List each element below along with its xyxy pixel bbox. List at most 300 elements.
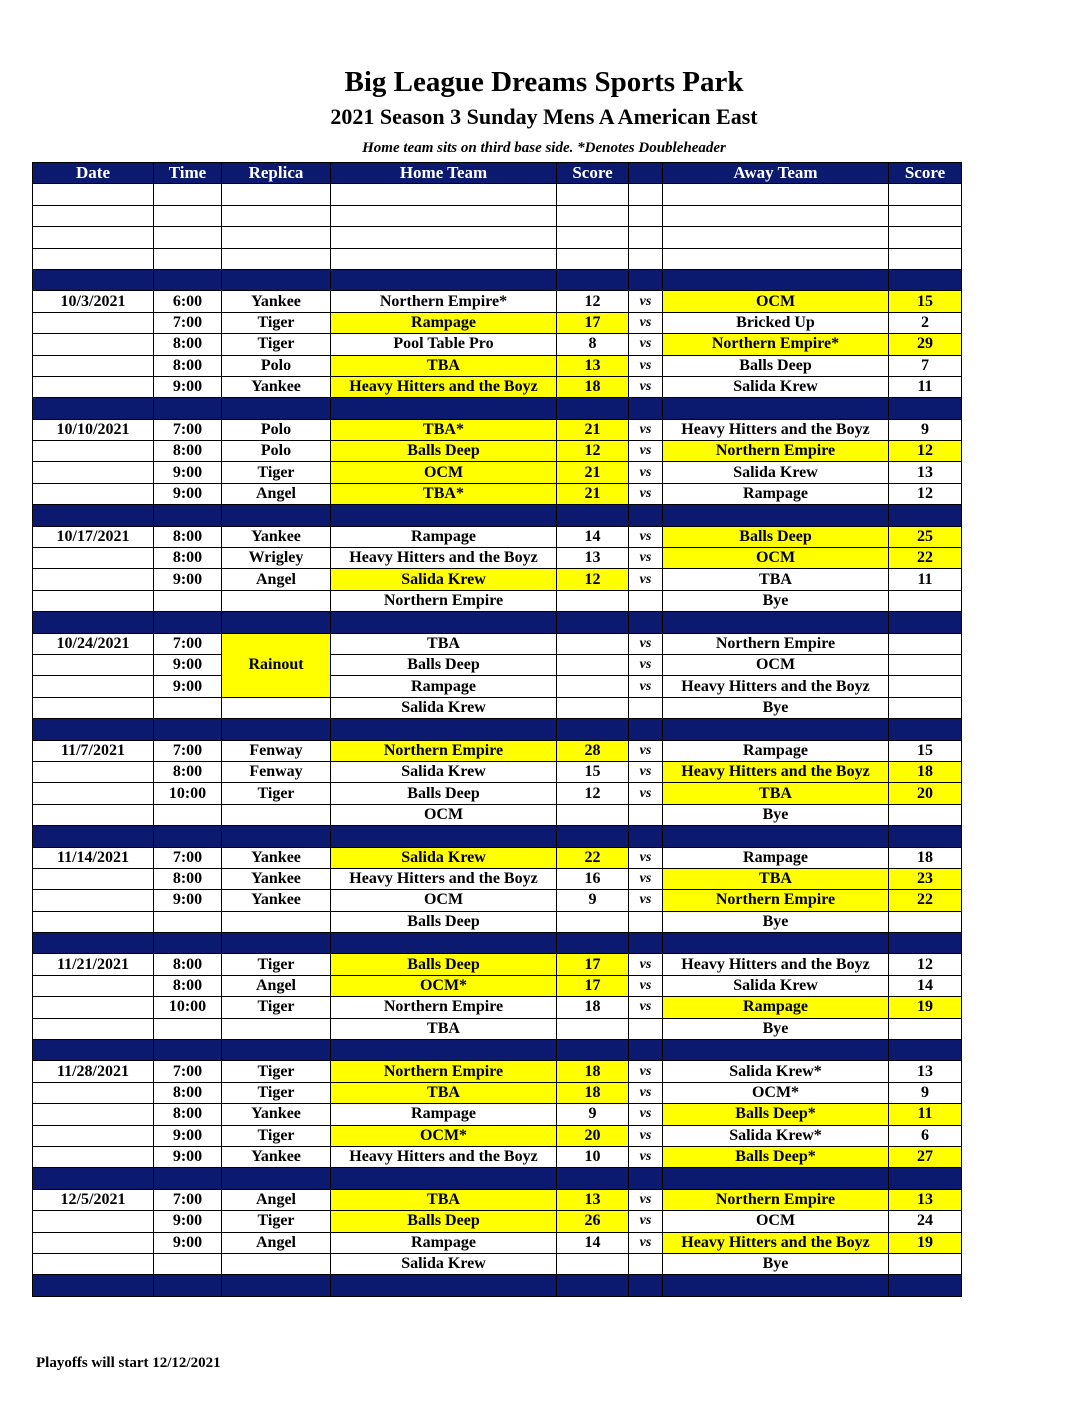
separator-cell xyxy=(557,1275,629,1296)
away-score-cell: 12 xyxy=(889,441,962,462)
home-score-cell: 9 xyxy=(557,1104,629,1125)
separator-cell xyxy=(154,933,222,954)
separator-cell xyxy=(629,1168,663,1189)
away-score-cell: 13 xyxy=(889,1061,962,1082)
separator-cell xyxy=(663,933,889,954)
date-cell xyxy=(33,1104,154,1125)
week-separator-row xyxy=(33,612,962,633)
home-team-cell: Balls Deep xyxy=(331,911,557,932)
separator-cell xyxy=(33,826,154,847)
vs-cell: vs xyxy=(629,1211,663,1232)
time-cell: 7:00 xyxy=(154,312,222,333)
home-score-cell: 18 xyxy=(557,376,629,397)
schedule-body xyxy=(33,184,962,1296)
home-score-cell: 12 xyxy=(557,569,629,590)
away-team-cell: Heavy Hitters and the Boyz xyxy=(663,761,889,782)
col-header-home-team: Home Team xyxy=(331,163,557,184)
blank-cell xyxy=(889,227,962,248)
separator-cell xyxy=(33,1168,154,1189)
away-team-cell: Salida Krew xyxy=(663,376,889,397)
separator-cell xyxy=(154,1275,222,1296)
away-team-cell: Bye xyxy=(663,697,889,718)
game-row xyxy=(33,1104,962,1125)
away-team-cell: Balls Deep* xyxy=(663,1146,889,1167)
separator-cell xyxy=(154,398,222,419)
bye-row xyxy=(33,1253,962,1274)
time-cell: 8:00 xyxy=(154,761,222,782)
away-score-cell: 13 xyxy=(889,1189,962,1210)
vs-cell: vs xyxy=(629,1082,663,1103)
separator-cell xyxy=(154,1168,222,1189)
home-score-cell: 26 xyxy=(557,1211,629,1232)
home-team-cell: Balls Deep xyxy=(331,783,557,804)
home-team-cell: OCM* xyxy=(331,1125,557,1146)
time-cell: 7:00 xyxy=(154,633,222,654)
time-cell: 9:00 xyxy=(154,483,222,504)
separator-cell xyxy=(663,1168,889,1189)
separator-cell xyxy=(889,719,962,740)
home-team-cell: Balls Deep xyxy=(331,441,557,462)
game-row xyxy=(33,1146,962,1167)
separator-cell xyxy=(331,719,557,740)
blank-cell xyxy=(33,205,154,226)
date-cell: 10/24/2021 xyxy=(33,633,154,654)
away-team-cell: OCM xyxy=(663,548,889,569)
date-cell xyxy=(33,997,154,1018)
vs-cell: vs xyxy=(629,740,663,761)
date-cell: 11/28/2021 xyxy=(33,1061,154,1082)
separator-cell xyxy=(154,719,222,740)
game-row xyxy=(33,740,962,761)
home-team-cell: Heavy Hitters and the Boyz xyxy=(331,548,557,569)
blank-cell xyxy=(331,205,557,226)
away-team-cell: Heavy Hitters and the Boyz xyxy=(663,1232,889,1253)
date-cell xyxy=(33,783,154,804)
date-cell xyxy=(33,868,154,889)
home-score-cell: 12 xyxy=(557,291,629,312)
week-separator-row xyxy=(33,826,962,847)
away-team-cell: Bricked Up xyxy=(663,312,889,333)
separator-cell xyxy=(663,826,889,847)
separator-cell xyxy=(33,1040,154,1061)
separator-cell xyxy=(331,933,557,954)
date-cell xyxy=(33,1211,154,1232)
time-cell xyxy=(154,590,222,611)
away-score-cell: 9 xyxy=(889,419,962,440)
replica-cell: Angel xyxy=(222,1189,331,1210)
vs-cell: vs xyxy=(629,868,663,889)
time-cell: 9:00 xyxy=(154,1125,222,1146)
home-team-cell: TBA xyxy=(331,355,557,376)
home-score-cell xyxy=(557,676,629,697)
away-team-cell: Bye xyxy=(663,1253,889,1274)
game-row xyxy=(33,526,962,547)
home-score-cell xyxy=(557,590,629,611)
date-cell xyxy=(33,1082,154,1103)
col-header-replica: Replica xyxy=(222,163,331,184)
week-separator-row xyxy=(33,933,962,954)
date-cell xyxy=(33,590,154,611)
vs-cell xyxy=(629,1018,663,1039)
blank-row xyxy=(33,248,962,269)
away-score-cell: 25 xyxy=(889,526,962,547)
time-cell: 9:00 xyxy=(154,1211,222,1232)
vs-cell: vs xyxy=(629,419,663,440)
replica-cell: Fenway xyxy=(222,761,331,782)
game-row xyxy=(33,355,962,376)
vs-cell: vs xyxy=(629,654,663,675)
separator-cell xyxy=(222,269,331,290)
home-team-cell: OCM xyxy=(331,804,557,825)
week-separator-row xyxy=(33,1168,962,1189)
bye-row xyxy=(33,804,962,825)
replica-cell: Yankee xyxy=(222,847,331,868)
game-row xyxy=(33,954,962,975)
separator-cell xyxy=(154,612,222,633)
away-score-cell: 22 xyxy=(889,548,962,569)
home-team-cell: Salida Krew xyxy=(331,847,557,868)
home-team-cell: TBA xyxy=(331,1082,557,1103)
vs-cell: vs xyxy=(629,676,663,697)
replica-cell: Rainout xyxy=(222,633,331,697)
replica-cell xyxy=(222,1018,331,1039)
away-team-cell: Salida Krew* xyxy=(663,1061,889,1082)
away-score-cell: 9 xyxy=(889,1082,962,1103)
separator-cell xyxy=(222,505,331,526)
game-row xyxy=(33,419,962,440)
schedule-table xyxy=(32,162,962,1297)
away-team-cell: Balls Deep* xyxy=(663,1104,889,1125)
away-team-cell: Rampage xyxy=(663,483,889,504)
time-cell: 8:00 xyxy=(154,334,222,355)
date-cell xyxy=(33,569,154,590)
home-team-cell: TBA xyxy=(331,1018,557,1039)
separator-cell xyxy=(629,826,663,847)
away-score-cell xyxy=(889,697,962,718)
away-team-cell: Heavy Hitters and the Boyz xyxy=(663,954,889,975)
away-score-cell: 20 xyxy=(889,783,962,804)
replica-cell: Wrigley xyxy=(222,548,331,569)
date-cell xyxy=(33,355,154,376)
replica-cell xyxy=(222,1253,331,1274)
separator-cell xyxy=(331,1168,557,1189)
replica-cell: Yankee xyxy=(222,1104,331,1125)
separator-cell xyxy=(629,1275,663,1296)
away-team-cell: Salida Krew xyxy=(663,462,889,483)
replica-cell: Yankee xyxy=(222,868,331,889)
away-team-cell: Heavy Hitters and the Boyz xyxy=(663,419,889,440)
home-score-cell xyxy=(557,654,629,675)
page-title: Big League Dreams Sports Park xyxy=(344,66,744,98)
away-team-cell: Northern Empire xyxy=(663,633,889,654)
vs-cell: vs xyxy=(629,291,663,312)
home-team-cell: TBA* xyxy=(331,483,557,504)
away-score-cell: 15 xyxy=(889,291,962,312)
away-team-cell: Bye xyxy=(663,1018,889,1039)
blank-cell xyxy=(331,227,557,248)
replica-cell: Polo xyxy=(222,419,331,440)
away-team-cell: Northern Empire xyxy=(663,890,889,911)
time-cell: 7:00 xyxy=(154,740,222,761)
date-cell: 11/14/2021 xyxy=(33,847,154,868)
home-team-cell: Rampage xyxy=(331,676,557,697)
home-score-cell: 21 xyxy=(557,419,629,440)
away-team-cell: TBA xyxy=(663,868,889,889)
date-cell xyxy=(33,804,154,825)
game-row xyxy=(33,1189,962,1210)
separator-cell xyxy=(889,1040,962,1061)
bye-row xyxy=(33,1018,962,1039)
date-cell xyxy=(33,1253,154,1274)
vs-cell: vs xyxy=(629,355,663,376)
time-cell: 6:00 xyxy=(154,291,222,312)
date-cell: 11/21/2021 xyxy=(33,954,154,975)
vs-cell: vs xyxy=(629,975,663,996)
game-row xyxy=(33,441,962,462)
away-team-cell: OCM* xyxy=(663,1082,889,1103)
separator-cell xyxy=(222,933,331,954)
away-score-cell xyxy=(889,654,962,675)
separator-cell xyxy=(33,398,154,419)
blank-cell xyxy=(557,205,629,226)
game-row xyxy=(33,1061,962,1082)
away-team-cell: TBA xyxy=(663,783,889,804)
away-team-cell: Rampage xyxy=(663,847,889,868)
time-cell: 9:00 xyxy=(154,654,222,675)
blank-cell xyxy=(154,184,222,205)
away-score-cell: 13 xyxy=(889,462,962,483)
home-team-cell: Northern Empire* xyxy=(331,291,557,312)
date-cell xyxy=(33,676,154,697)
away-team-cell: OCM xyxy=(663,654,889,675)
away-score-cell: 18 xyxy=(889,847,962,868)
separator-cell xyxy=(331,826,557,847)
replica-cell: Tiger xyxy=(222,783,331,804)
away-team-cell: Bye xyxy=(663,804,889,825)
date-cell: 10/17/2021 xyxy=(33,526,154,547)
time-cell: 8:00 xyxy=(154,868,222,889)
time-cell: 9:00 xyxy=(154,676,222,697)
vs-cell: vs xyxy=(629,783,663,804)
date-cell xyxy=(33,548,154,569)
time-cell: 10:00 xyxy=(154,783,222,804)
separator-cell xyxy=(663,612,889,633)
blank-cell xyxy=(33,248,154,269)
away-score-cell: 18 xyxy=(889,761,962,782)
game-row xyxy=(33,1125,962,1146)
home-score-cell: 17 xyxy=(557,975,629,996)
home-score-cell: 13 xyxy=(557,1189,629,1210)
away-score-cell xyxy=(889,633,962,654)
game-row xyxy=(33,868,962,889)
vs-cell: vs xyxy=(629,954,663,975)
away-score-cell xyxy=(889,804,962,825)
separator-cell xyxy=(557,826,629,847)
home-team-cell: TBA xyxy=(331,633,557,654)
vs-cell: vs xyxy=(629,312,663,333)
away-team-cell: Balls Deep xyxy=(663,355,889,376)
home-team-cell: Heavy Hitters and the Boyz xyxy=(331,376,557,397)
separator-cell xyxy=(33,933,154,954)
separator-cell xyxy=(557,1168,629,1189)
date-cell xyxy=(33,1232,154,1253)
home-score-cell: 13 xyxy=(557,548,629,569)
separator-cell xyxy=(557,719,629,740)
separator-cell xyxy=(663,1040,889,1061)
separator-cell xyxy=(33,719,154,740)
separator-cell xyxy=(557,505,629,526)
col-header-away-score: Score xyxy=(889,163,962,184)
vs-cell: vs xyxy=(629,847,663,868)
game-row xyxy=(33,761,962,782)
home-score-cell xyxy=(557,1253,629,1274)
separator-cell xyxy=(663,398,889,419)
replica-cell: Angel xyxy=(222,569,331,590)
page-note: Home team sits on third base side. *Denotes Doubleheader xyxy=(362,140,726,156)
time-cell: 9:00 xyxy=(154,569,222,590)
separator-cell xyxy=(33,269,154,290)
game-row xyxy=(33,997,962,1018)
home-score-cell: 18 xyxy=(557,1082,629,1103)
away-score-cell: 29 xyxy=(889,334,962,355)
home-team-cell: OCM xyxy=(331,890,557,911)
separator-cell xyxy=(331,612,557,633)
time-cell: 8:00 xyxy=(154,954,222,975)
vs-cell: vs xyxy=(629,526,663,547)
separator-cell xyxy=(557,269,629,290)
home-team-cell: Heavy Hitters and the Boyz xyxy=(331,1146,557,1167)
week-separator-row xyxy=(33,1040,962,1061)
replica-cell: Tiger xyxy=(222,462,331,483)
time-cell: 9:00 xyxy=(154,376,222,397)
replica-cell: Tiger xyxy=(222,1061,331,1082)
separator-cell xyxy=(33,1275,154,1296)
week-separator-row xyxy=(33,269,962,290)
home-team-cell: Salida Krew xyxy=(331,569,557,590)
home-score-cell xyxy=(557,911,629,932)
game-row xyxy=(33,312,962,333)
col-header-vs xyxy=(629,163,663,184)
separator-cell xyxy=(557,1040,629,1061)
blank-cell xyxy=(629,248,663,269)
home-team-cell: Rampage xyxy=(331,312,557,333)
home-team-cell: Salida Krew xyxy=(331,761,557,782)
vs-cell: vs xyxy=(629,1146,663,1167)
separator-cell xyxy=(557,612,629,633)
blank-cell xyxy=(222,184,331,205)
replica-cell: Yankee xyxy=(222,890,331,911)
blank-cell xyxy=(629,205,663,226)
col-header-date: Date xyxy=(33,163,154,184)
blank-cell xyxy=(222,227,331,248)
date-cell xyxy=(33,483,154,504)
away-score-cell: 23 xyxy=(889,868,962,889)
date-cell xyxy=(33,975,154,996)
separator-cell xyxy=(33,505,154,526)
separator-cell xyxy=(222,612,331,633)
game-row xyxy=(33,890,962,911)
date-cell xyxy=(33,312,154,333)
blank-cell xyxy=(663,248,889,269)
time-cell: 8:00 xyxy=(154,1082,222,1103)
vs-cell: vs xyxy=(629,1189,663,1210)
time-cell: 7:00 xyxy=(154,419,222,440)
blank-cell xyxy=(557,227,629,248)
date-cell xyxy=(33,761,154,782)
home-score-cell: 21 xyxy=(557,462,629,483)
home-team-cell: Balls Deep xyxy=(331,654,557,675)
blank-cell xyxy=(222,205,331,226)
home-team-cell: Northern Empire xyxy=(331,740,557,761)
date-cell xyxy=(33,911,154,932)
home-team-cell: Rampage xyxy=(331,1104,557,1125)
separator-cell xyxy=(222,826,331,847)
away-score-cell: 22 xyxy=(889,890,962,911)
week-separator-row xyxy=(33,1275,962,1296)
home-score-cell xyxy=(557,697,629,718)
separator-cell xyxy=(629,269,663,290)
col-header-home-score: Score xyxy=(557,163,629,184)
separator-cell xyxy=(154,1040,222,1061)
rainout-row xyxy=(33,633,962,654)
separator-cell xyxy=(889,1275,962,1296)
separator-cell xyxy=(629,505,663,526)
separator-cell xyxy=(331,398,557,419)
time-cell xyxy=(154,804,222,825)
away-score-cell: 11 xyxy=(889,569,962,590)
home-score-cell xyxy=(557,804,629,825)
replica-cell: Tiger xyxy=(222,1082,331,1103)
rainout-row xyxy=(33,676,962,697)
separator-cell xyxy=(629,1040,663,1061)
home-team-cell: TBA xyxy=(331,1189,557,1210)
time-cell: 8:00 xyxy=(154,355,222,376)
separator-cell xyxy=(629,398,663,419)
separator-cell xyxy=(154,505,222,526)
replica-cell: Tiger xyxy=(222,334,331,355)
date-cell xyxy=(33,441,154,462)
separator-cell xyxy=(889,269,962,290)
away-score-cell: 24 xyxy=(889,1211,962,1232)
replica-cell: Tiger xyxy=(222,312,331,333)
home-score-cell: 12 xyxy=(557,783,629,804)
blank-cell xyxy=(889,248,962,269)
week-separator-row xyxy=(33,719,962,740)
col-header-time: Time xyxy=(154,163,222,184)
time-cell: 7:00 xyxy=(154,847,222,868)
away-score-cell: 11 xyxy=(889,376,962,397)
away-score-cell: 6 xyxy=(889,1125,962,1146)
replica-cell: Angel xyxy=(222,1232,331,1253)
separator-cell xyxy=(663,269,889,290)
vs-cell: vs xyxy=(629,441,663,462)
time-cell: 9:00 xyxy=(154,1146,222,1167)
game-row xyxy=(33,975,962,996)
time-cell: 8:00 xyxy=(154,526,222,547)
vs-cell: vs xyxy=(629,997,663,1018)
replica-cell: Tiger xyxy=(222,1125,331,1146)
replica-cell: Tiger xyxy=(222,954,331,975)
home-score-cell: 17 xyxy=(557,312,629,333)
vs-cell: vs xyxy=(629,376,663,397)
time-cell: 8:00 xyxy=(154,1104,222,1125)
blank-row xyxy=(33,205,962,226)
away-team-cell: Rampage xyxy=(663,997,889,1018)
date-cell xyxy=(33,334,154,355)
away-team-cell: OCM xyxy=(663,291,889,312)
blank-cell xyxy=(154,227,222,248)
replica-cell: Yankee xyxy=(222,1146,331,1167)
